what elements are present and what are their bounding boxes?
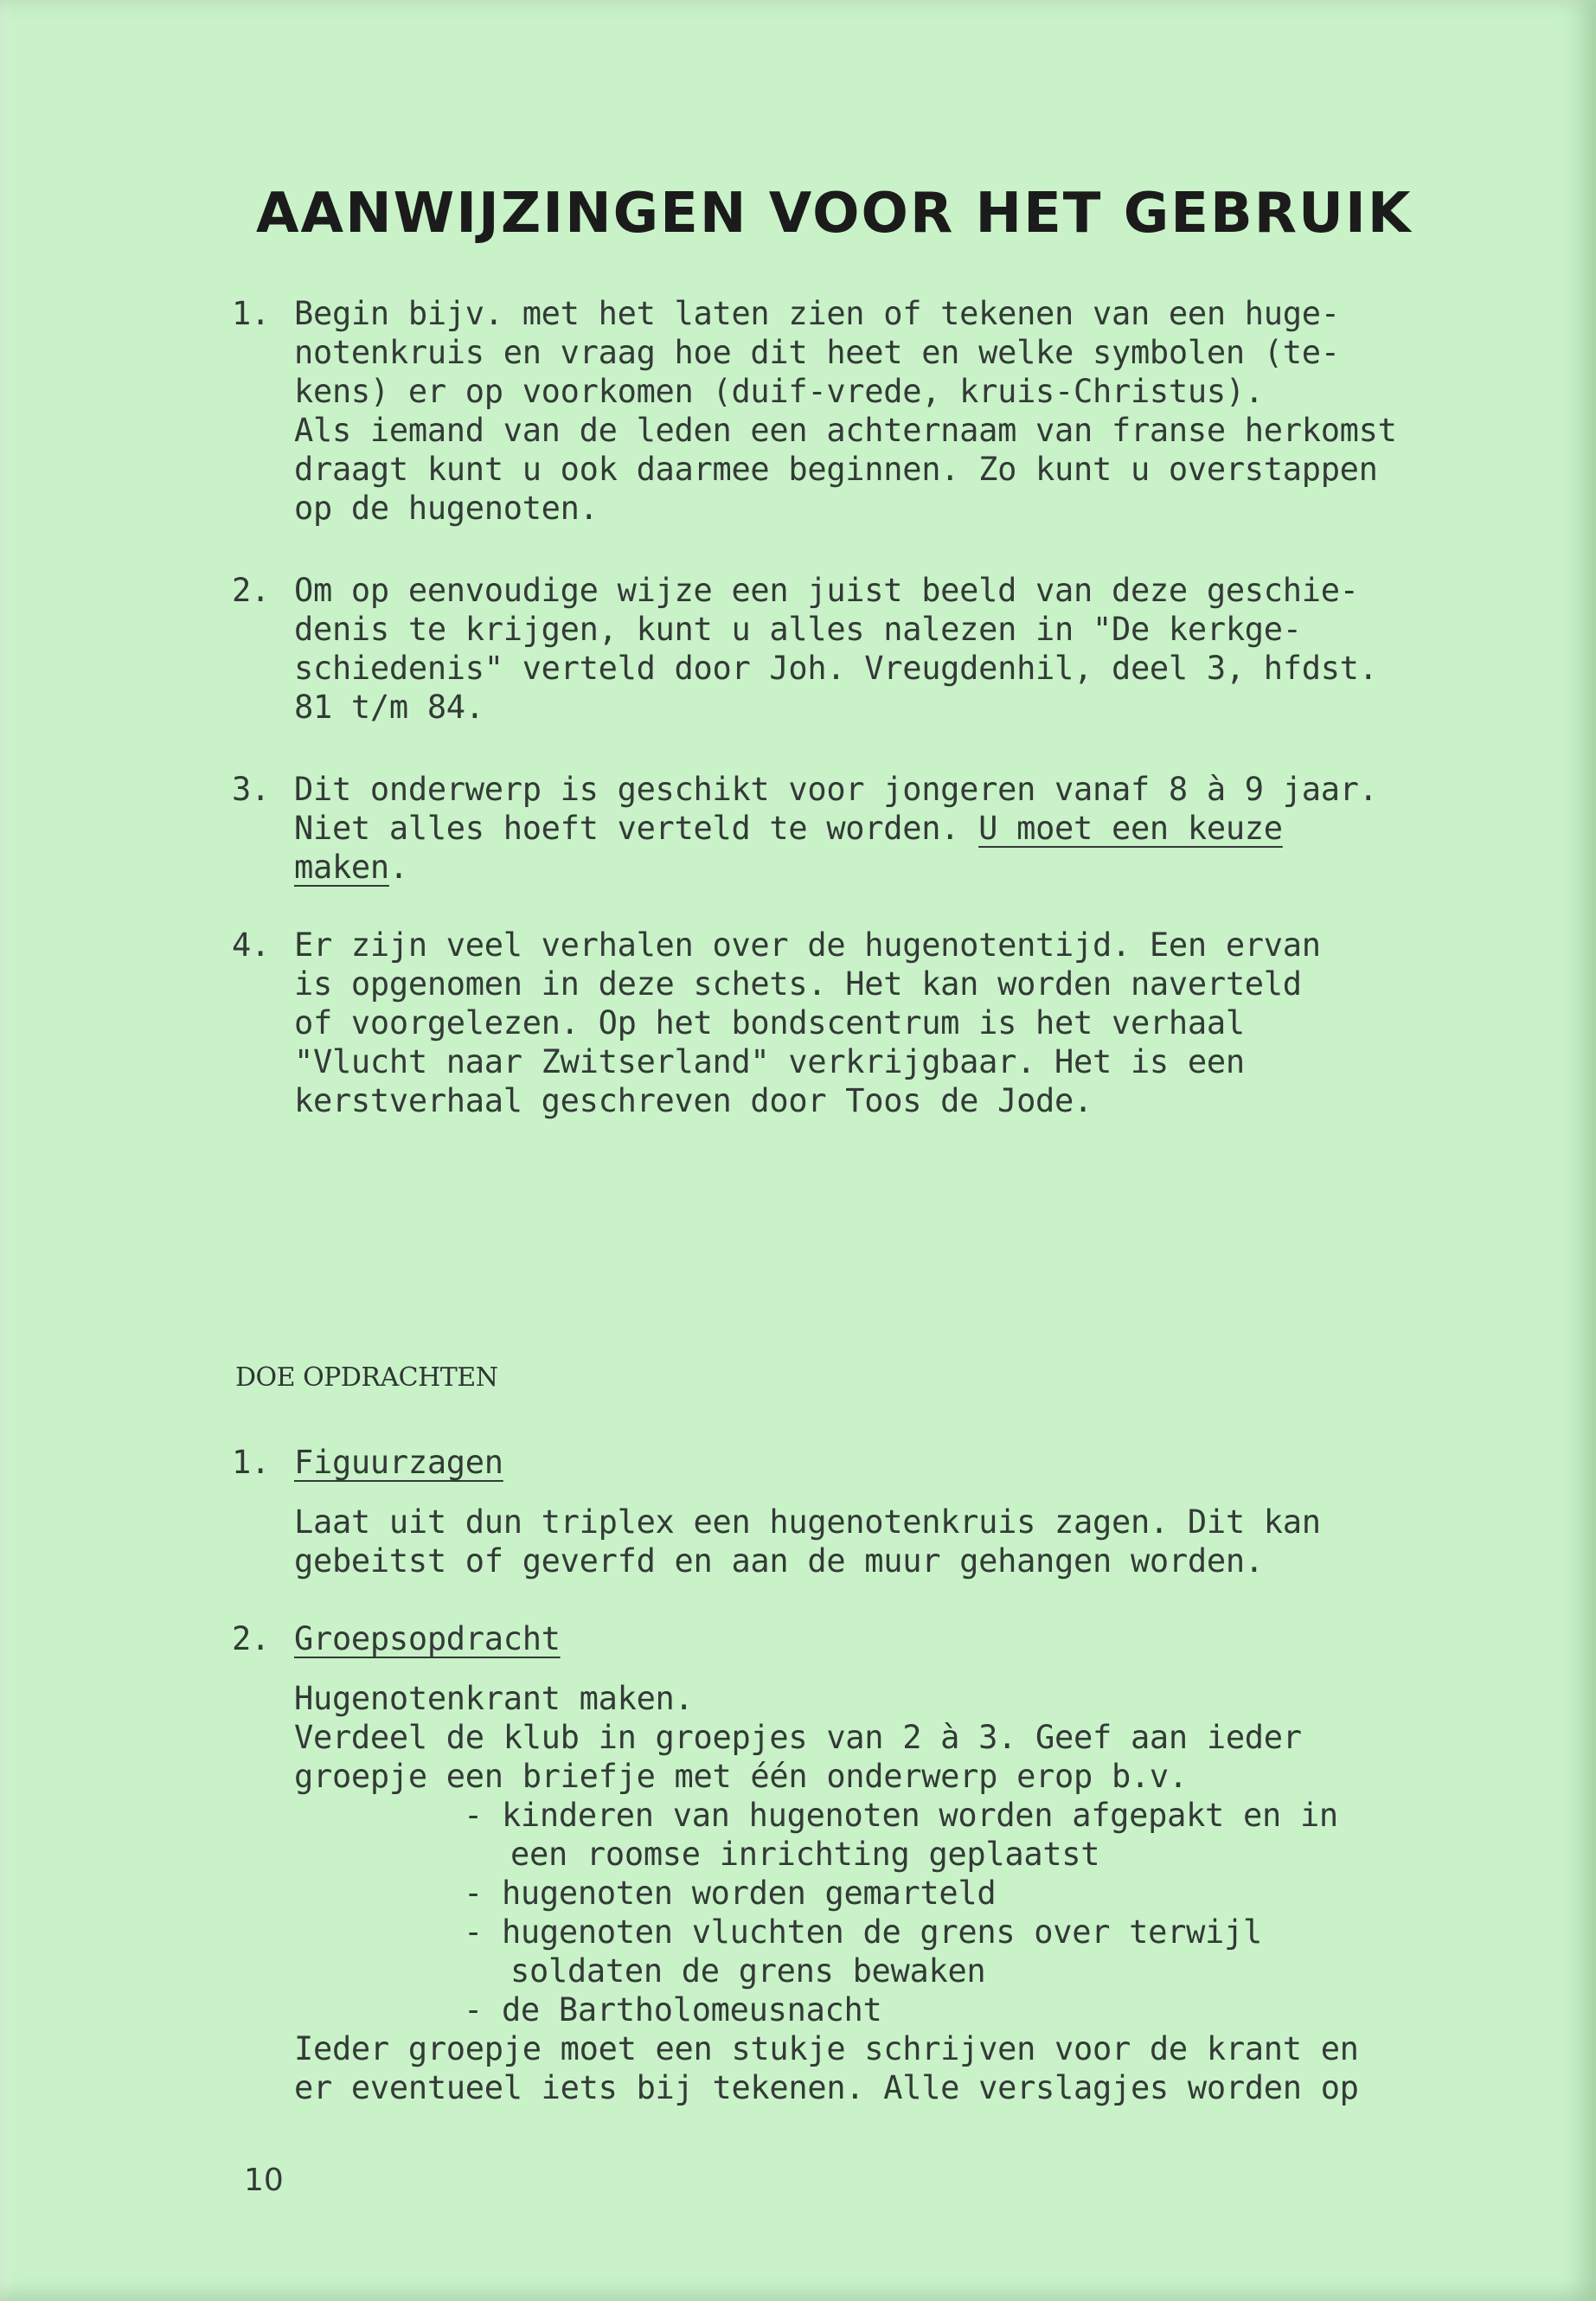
instruction-text: Niet alles hoeft verteld te worden. (294, 810, 979, 847)
assignment-text: Hugenotenkrant maken. (294, 1680, 694, 1717)
instruction-3 (232, 770, 1460, 887)
assignment-text: Verdeel de klub in groepjes van 2 à 3. Geef aan ieder (294, 1719, 1302, 1756)
assignment-1 (232, 1443, 1460, 1580)
instruction-text: schiedenis" verteld door Joh. Vreugdenhil, deel 3, hfdst. (294, 650, 1378, 687)
instruction-text: notenkruis en vraag hoe dit heet en welke symbolen (te- (294, 334, 1340, 371)
instruction-text: of voorgelezen. Op het bondscentrum is het verhaal (294, 1004, 1245, 1042)
instruction-text: 81 t/m 84. (294, 689, 484, 726)
assignment-text: groepje een briefje met één onderwerp erop b.v. (294, 1758, 1188, 1795)
instruction-number: 4. (232, 926, 270, 964)
topic-item: - hugenoten worden gemarteld (464, 1875, 997, 1912)
assignment-title: Groepsopdracht (294, 1620, 561, 1657)
topic-item: - kinderen van hugenoten worden afgepakt en in (464, 1797, 1338, 1834)
instruction-text: Om op eenvoudige wijze een juist beeld van deze geschie- (294, 572, 1359, 609)
assignment-text: er eventueel iets bij tekenen. Alle verslagjes worden op (294, 2069, 1359, 2106)
instruction-number: 1. (232, 295, 270, 332)
underlined-emphasis: maken (294, 849, 389, 886)
instruction-text: Begin bijv. met het laten zien of tekenen van een huge- (294, 295, 1340, 332)
instruction-text: kens) er op voorkomen (duif-vrede, kruis-Christus). (294, 373, 1264, 410)
section-heading: DOE OPDRACHTEN (235, 1362, 498, 1393)
topic-item: soldaten de grens bewaken (510, 1952, 986, 1990)
assignment-text: Ieder groepje moet een stukje schrijven voor de krant en (294, 2030, 1359, 2067)
instruction-text: op de hugenoten. (294, 490, 599, 527)
assignment-title: Figuurzagen (294, 1444, 503, 1481)
assignment-2 (232, 1619, 1460, 2107)
topic-item: - hugenoten vluchten de grens over terwijl (464, 1913, 1262, 1951)
page-number: 10 (244, 2163, 284, 2198)
instruction-text: . (388, 849, 408, 886)
instruction-text: Als iemand van de leden een achternaam van franse herkomst (294, 412, 1397, 449)
instruction-text: draagt kunt u ook daarmee beginnen. Zo kunt u overstappen (294, 451, 1378, 488)
instruction-number: 2. (232, 572, 270, 609)
assignment-number: 2. (232, 1620, 270, 1657)
instruction-text: denis te krijgen, kunt u alles nalezen in "De kerkge- (294, 611, 1302, 648)
topic-item: een roomse inrichting geplaatst (510, 1836, 1100, 1873)
topic-item: - de Bartholomeusnacht (464, 1991, 882, 2029)
underlined-emphasis: U moet een keuze (978, 810, 1283, 847)
instruction-text: kerstverhaal geschreven door Toos de Jode. (294, 1082, 1093, 1119)
instruction-number: 3. (232, 771, 270, 808)
instruction-text: "Vlucht naar Zwitserland" verkrijgbaar. Het is een (294, 1043, 1245, 1080)
assignment-text: gebeitst of geverfd en aan de muur gehangen worden. (294, 1542, 1264, 1580)
instruction-text: is opgenomen in deze schets. Het kan worden naverteld (294, 965, 1302, 1003)
instruction-2 (232, 571, 1460, 727)
page-title: AANWIJZINGEN VOOR HET GEBRUIK (256, 182, 1413, 246)
instruction-text: Er zijn veel verhalen over de hugenotentijd. Een ervan (294, 926, 1321, 964)
assignment-number: 1. (232, 1444, 270, 1481)
instruction-4 (232, 926, 1460, 1120)
instruction-text: Dit onderwerp is geschikt voor jongeren vanaf 8 à 9 jaar. (294, 771, 1378, 808)
assignment-text: Laat uit dun triplex een hugenotenkruis zagen. Dit kan (294, 1503, 1321, 1541)
instruction-1 (232, 294, 1460, 528)
